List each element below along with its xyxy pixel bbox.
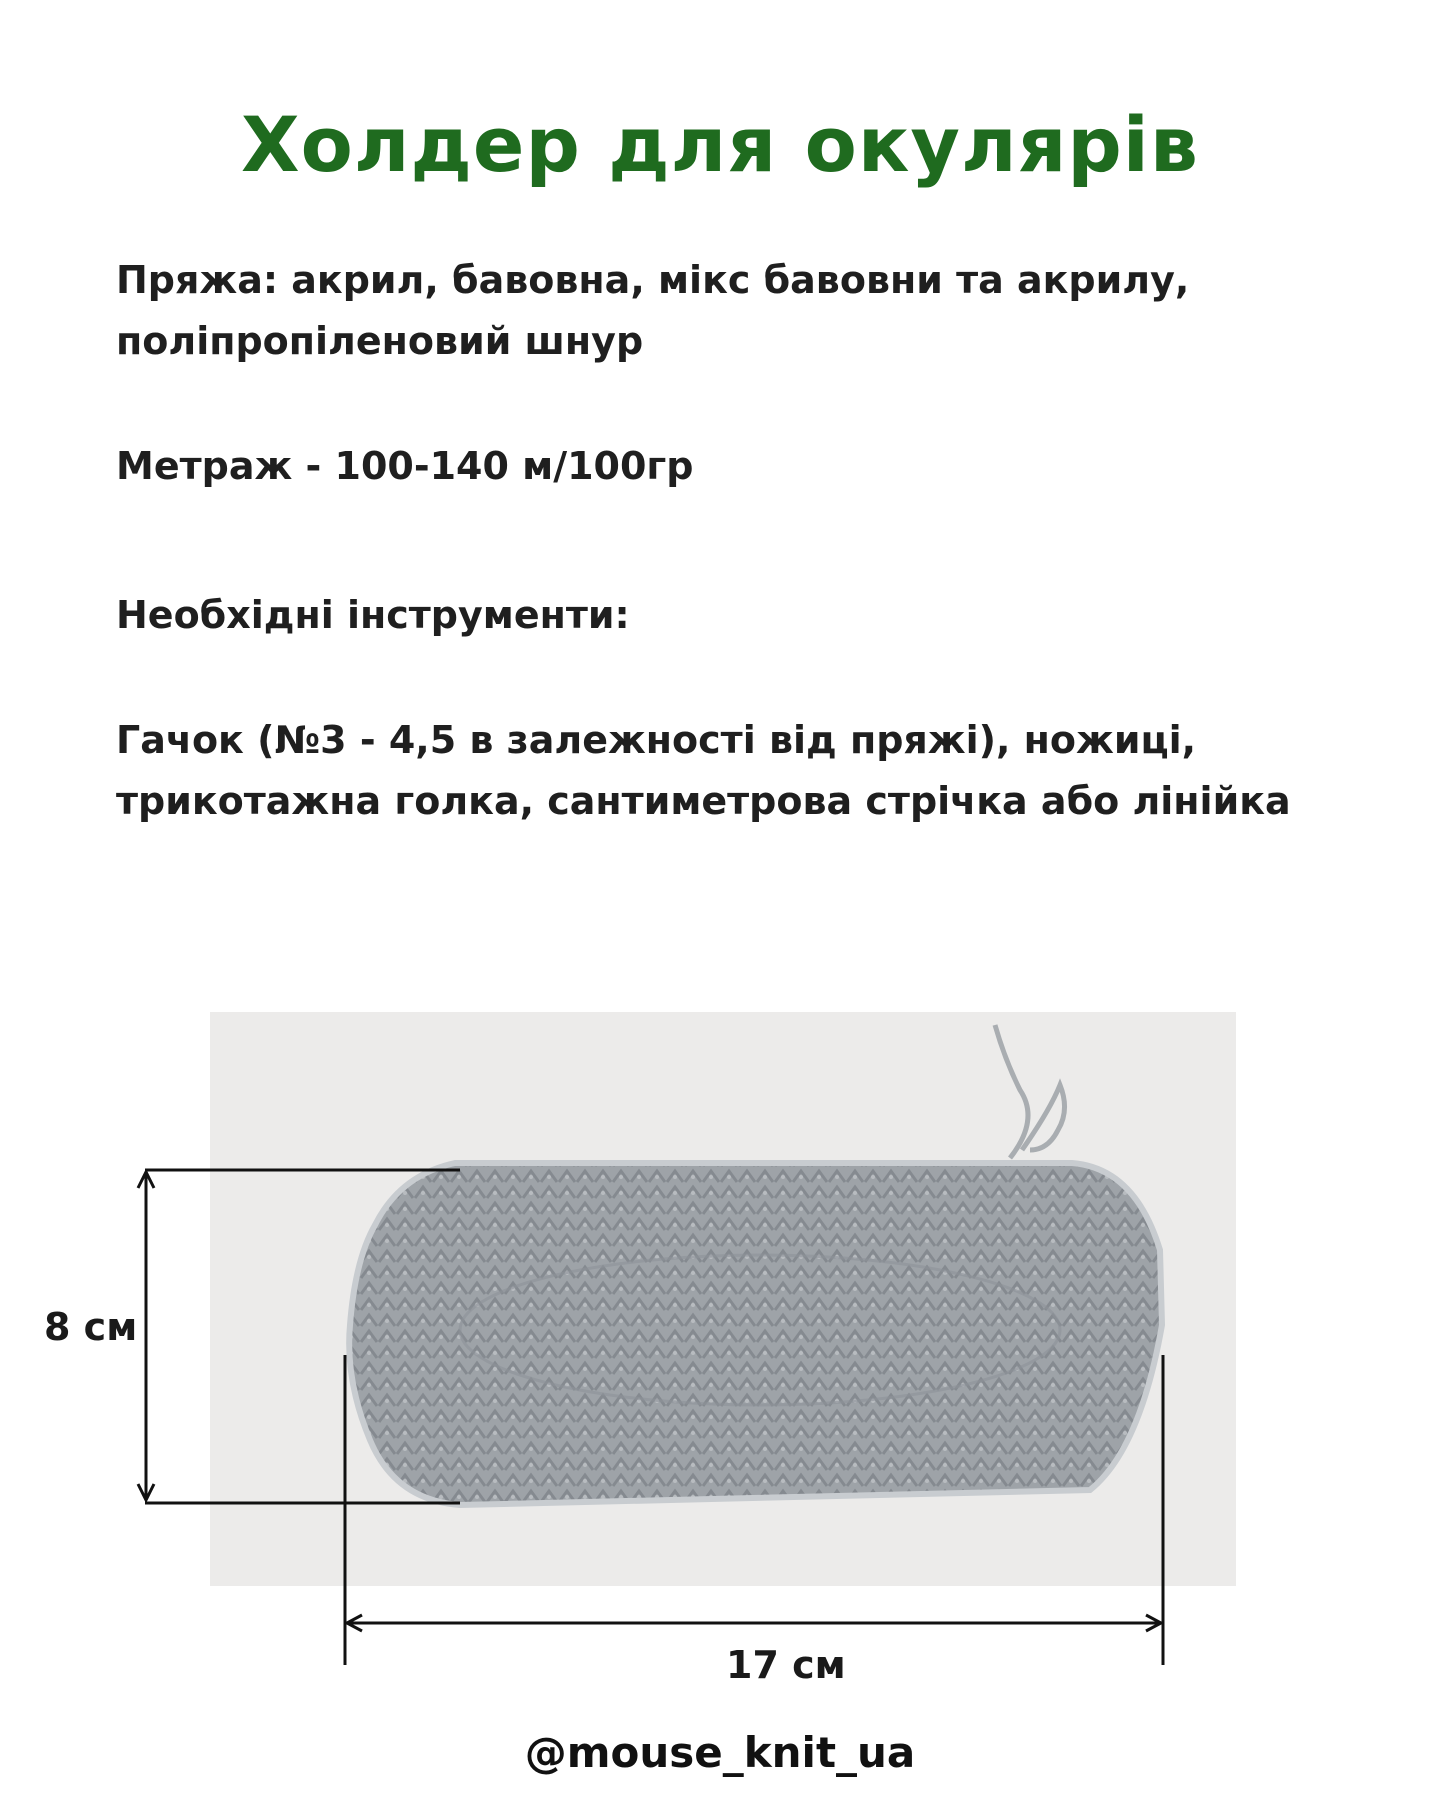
height-label: 8 см xyxy=(44,1305,138,1349)
page-title: Холдер для окулярів xyxy=(241,100,1199,189)
yarn-tail xyxy=(995,1025,1028,1158)
author-handle: @mouse_knit_ua xyxy=(524,1728,916,1777)
width-label: 17 см xyxy=(726,1643,846,1687)
tools-list: Гачок (№3 - 4,5 в залежності від пряжі), ножиці, трикотажна голка, сантиметрова стрічка або лінійка xyxy=(116,718,1291,823)
tools-heading: Необхідні інструменти: xyxy=(116,593,630,637)
yarn-info: Пряжа: акрил, бавовна, мікс бавовни та акрилу, поліпропіленовий шнур xyxy=(116,258,1190,363)
crochet-piece xyxy=(349,1163,1162,1505)
yarn-length-info: Метраж - 100-140 м/100гр xyxy=(116,444,694,488)
